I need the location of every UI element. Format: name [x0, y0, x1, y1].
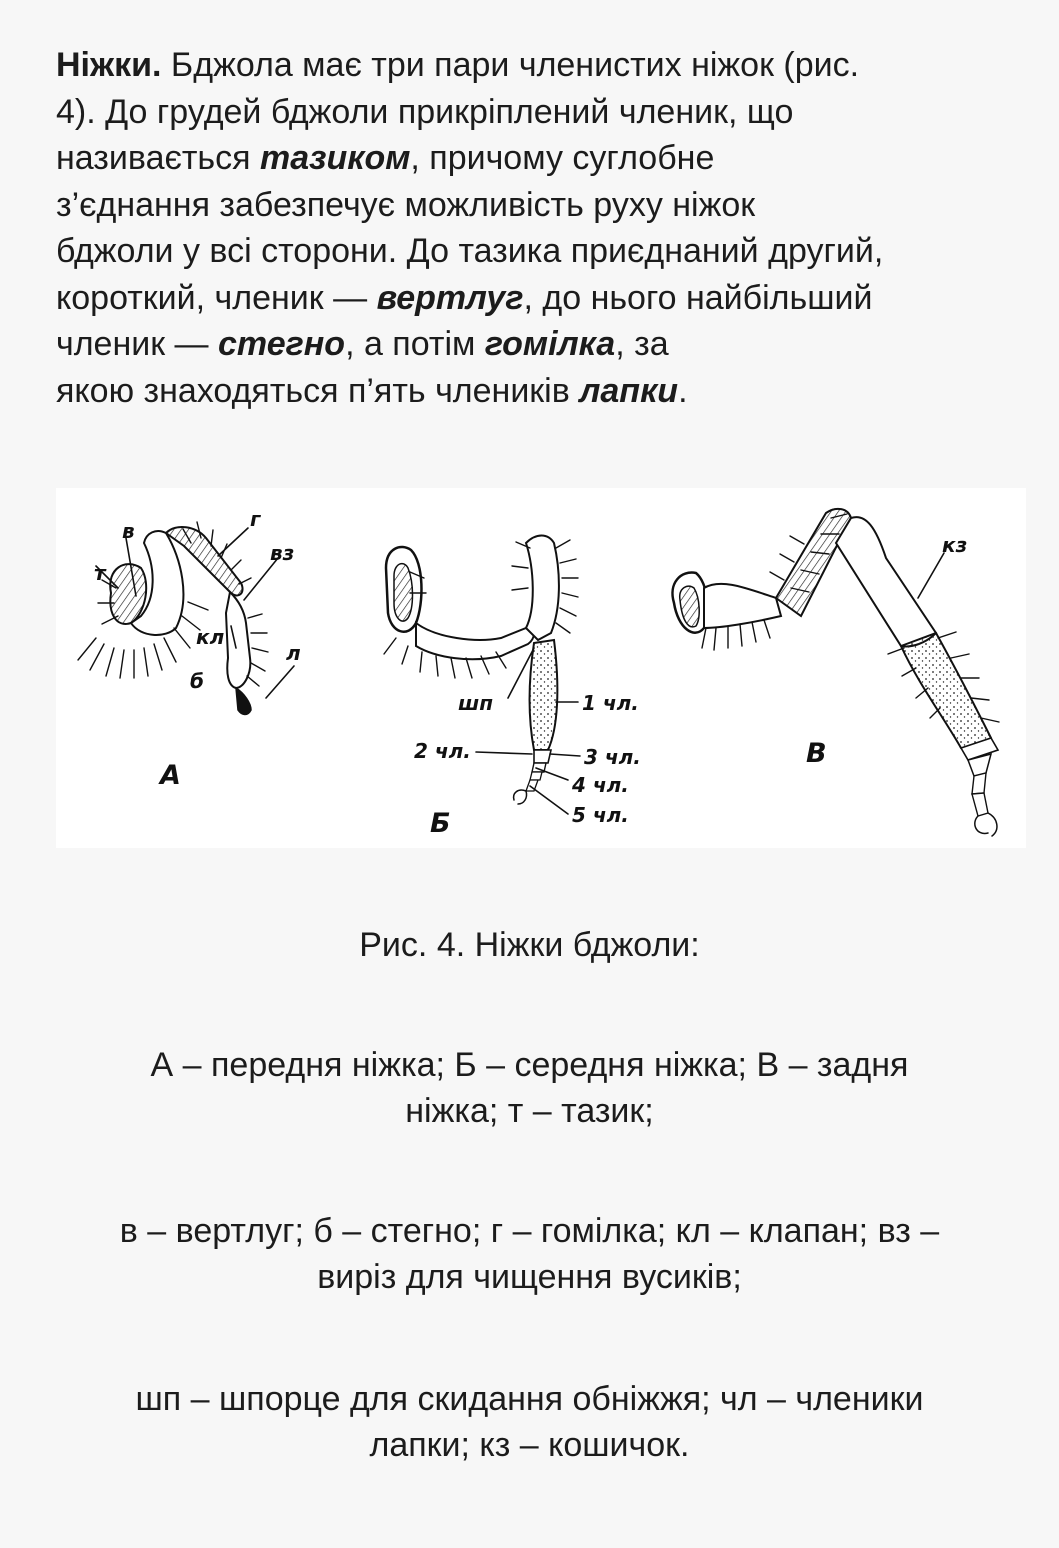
label-a-t: т	[94, 561, 106, 585]
label-a-b: б	[190, 669, 204, 693]
bee-legs-illustration	[56, 488, 1026, 848]
label-b-ch3: 3 чл.	[584, 745, 641, 769]
label-b-shp: шп	[458, 691, 494, 715]
label-a-vz: вз	[270, 541, 295, 565]
label-b-ch2: 2 чл.	[414, 739, 471, 763]
caption-legend-3: шп – шпорце для скидання обніжжя; чл – членики лапки; кз – кошичок.	[135, 1380, 924, 1464]
paragraph-line-3: називається тазиком, причому суглобне	[56, 139, 715, 177]
figure-caption-title: Рис. 4. Ніжки бджоли:	[359, 926, 700, 964]
bee-legs-figure	[56, 488, 1026, 848]
paragraph-line-1: Ніжки. Бджола має три пари членистих ніжок (рис.	[56, 46, 860, 84]
leg-a-drawing	[78, 522, 294, 715]
label-v-kz: кз	[942, 533, 968, 557]
section-title: Ніжки.	[56, 46, 162, 84]
term-tazyk: тазиком	[259, 139, 411, 177]
caption-legend-2: в – вертлуг; б – стегно; г – гомілка; кл – клапан; вз – виріз для чищення вусиків;	[119, 1212, 940, 1296]
label-b-ch5: 5 чл.	[572, 803, 629, 827]
label-a-v: в	[122, 519, 135, 543]
label-b-ch1: 1 чл.	[582, 691, 639, 715]
label-a-l: л	[286, 641, 301, 665]
paragraph-line-6: короткий, членик — вертлуг, до нього найбільший	[56, 278, 873, 317]
paragraph-line-8: якою знаходяться п’ять члеників лапки.	[56, 371, 688, 410]
term-stegno: стегно	[218, 325, 346, 363]
paragraph-line-7: членик — стегно, а потім гомілка, за	[56, 325, 669, 363]
paragraph-line-2: 4). До грудей бджоли прикріплений членик, що	[56, 92, 794, 131]
caption-legend-1: А – передня ніжка; Б – середня ніжка; В – задня ніжка; т – тазик;	[150, 1046, 909, 1130]
letter-a: А	[160, 760, 181, 791]
paragraph-line-4: з’єднання забезпечує можливість руху ніжок	[56, 185, 756, 224]
letter-b: Б	[430, 808, 451, 839]
term-lapky: лапки	[579, 371, 679, 410]
label-b-ch4: 4 чл.	[572, 773, 629, 797]
term-vertlug: вертлуг	[376, 278, 524, 317]
term-homilka: гомілка	[484, 325, 616, 363]
leg-v-drawing	[673, 509, 999, 836]
paragraph-line-5: бджоли у всі сторони. До тазика приєднаний другий,	[56, 232, 884, 270]
letter-v: В	[806, 738, 827, 769]
label-a-g: г	[250, 507, 261, 531]
label-a-kl: кл	[196, 625, 225, 649]
leg-b-drawing	[384, 536, 580, 815]
intro-paragraph	[56, 42, 1031, 414]
